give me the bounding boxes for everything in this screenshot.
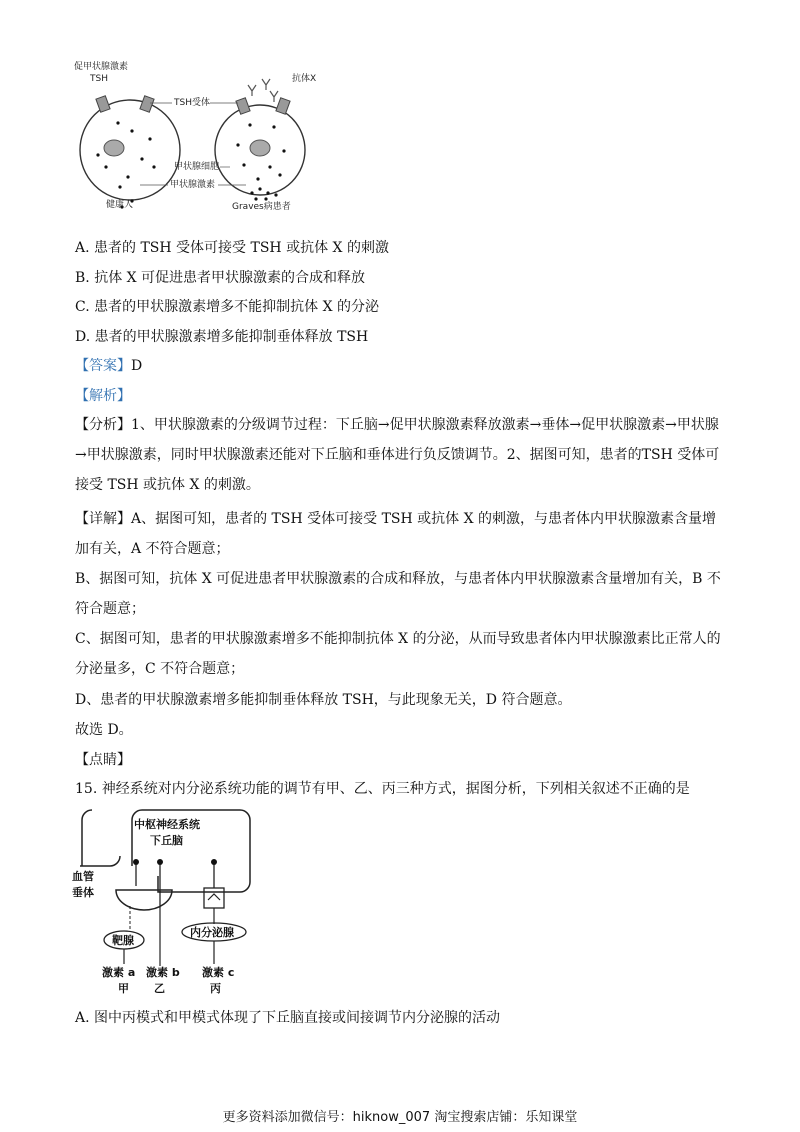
label-blood-vessel: 血管 — [72, 870, 94, 883]
healthy-nucleus — [104, 140, 124, 156]
label-hormone-c: 激素 c — [202, 966, 235, 979]
label-receptor: TSH受体 — [174, 98, 210, 108]
hormone-dots — [96, 121, 155, 208]
label-hypothalamus: 下丘脑 — [150, 834, 183, 847]
fenxi-label: 【分析】 — [75, 417, 131, 433]
thyroid-figure — [70, 55, 360, 215]
xiangjie-paragraph-a — [75, 504, 725, 564]
answer-label: 【答案】 — [75, 358, 131, 374]
xiangjie-d: D、患者的甲状腺激素增多能抑制垂体释放 TSH，与此现象无关，D 符合题意。 — [75, 692, 572, 708]
analysis-label: 【解析】 — [75, 388, 131, 404]
dianjing-label: 【点睛】 — [75, 752, 131, 768]
label-thyroid-hormone: 甲状腺激素 — [170, 180, 216, 190]
fenxi-text: 1、甲状腺激素的分级调节过程：下丘脑→促甲状腺激素释放激素→垂体→促甲状腺激素→甲状腺→甲状腺激素，同时甲状腺激素还能对下丘脑和垂体进行负反馈调节。2、据图可知，患者的TSH 受体可接受 TSH 或抗体 X 的刺激。 — [75, 417, 720, 493]
antibody-icon — [248, 79, 278, 102]
label-hormone-a: 激素 a — [102, 966, 136, 979]
answer-line — [75, 356, 142, 376]
hormone-dots — [236, 123, 285, 200]
option-a: A. 患者的 TSH 受体可接受 TSH 或抗体 X 的刺激 — [75, 240, 389, 256]
label-hormone-b: 激素 b — [146, 966, 180, 979]
question15-option-a: A. 图中丙模式和甲模式体现了下丘脑直接或间接调节内分泌腺的活动 — [75, 1010, 501, 1026]
xiangjie-b: B、据图可知，抗体 X 可促进患者甲状腺激素的合成和释放，与患者体内甲状腺激素含量增加有关，B 不符合题意； — [75, 571, 721, 617]
label-pituitary: 垂体 — [72, 886, 94, 899]
label-tsh-top: 促甲状腺激素 — [74, 62, 129, 72]
question15-stem: 15. 神经系统对内分泌系统功能的调节有甲、乙、丙三种方式，据图分析，下列相关叙述不正确的是 — [75, 781, 690, 797]
xiangjie-c: C、据图可知，患者的甲状腺激素增多不能抑制抗体 X 的分泌，从而导致患者体内甲状腺激素比正常人的分泌量多，C 不符合题意； — [75, 631, 721, 677]
label-healthy: 健康人 — [106, 200, 134, 210]
label-target-gland: 靶腺 — [112, 934, 134, 947]
label-jia: 甲 — [118, 982, 129, 995]
label-thyroid-cell: 甲状腺细胞 — [174, 162, 220, 172]
analysis-heading — [75, 386, 131, 406]
dianjing-heading — [75, 750, 131, 770]
conclusion: 故选 D。 — [75, 722, 133, 738]
fenxi-paragraph — [75, 410, 725, 500]
receptor-icon — [96, 96, 110, 113]
label-bing: 丙 — [210, 982, 221, 995]
label-graves: Graves病患者 — [232, 202, 291, 212]
footer-text: 更多资料添加微信号：hiknow_007 淘宝搜索店铺：乐知课堂 — [222, 1110, 578, 1125]
receptor-icon — [140, 96, 154, 113]
answer-value: D — [131, 358, 143, 374]
option-d: D. 患者的甲状腺激素增多能抑制垂体释放 TSH — [75, 329, 369, 345]
graves-nucleus — [250, 140, 270, 156]
receptor-icon — [276, 98, 290, 115]
option-b: B. 抗体 X 可促进患者甲状腺激素的合成和释放 — [75, 270, 366, 286]
label-endocrine-gland: 内分泌腺 — [190, 926, 234, 939]
option-c: C. 患者的甲状腺激素增多不能抑制抗体 X 的分泌 — [75, 299, 379, 315]
label-antibody: 抗体X — [292, 74, 317, 84]
xiangjie-label: 【详解】 — [75, 511, 131, 527]
xiangjie-a: A、据图可知，患者的 TSH 受体可接受 TSH 或抗体 X 的刺激，与患者体内甲状腺激素含量增加有关，A 不符合题意； — [75, 511, 717, 557]
label-tsh: TSH — [90, 74, 108, 84]
label-cns: 中枢神经系统 — [134, 818, 200, 831]
receptor-icon — [236, 98, 250, 115]
neuro-endocrine-figure — [70, 806, 270, 996]
label-yi: 乙 — [154, 982, 165, 995]
pituitary-shape — [116, 890, 172, 910]
